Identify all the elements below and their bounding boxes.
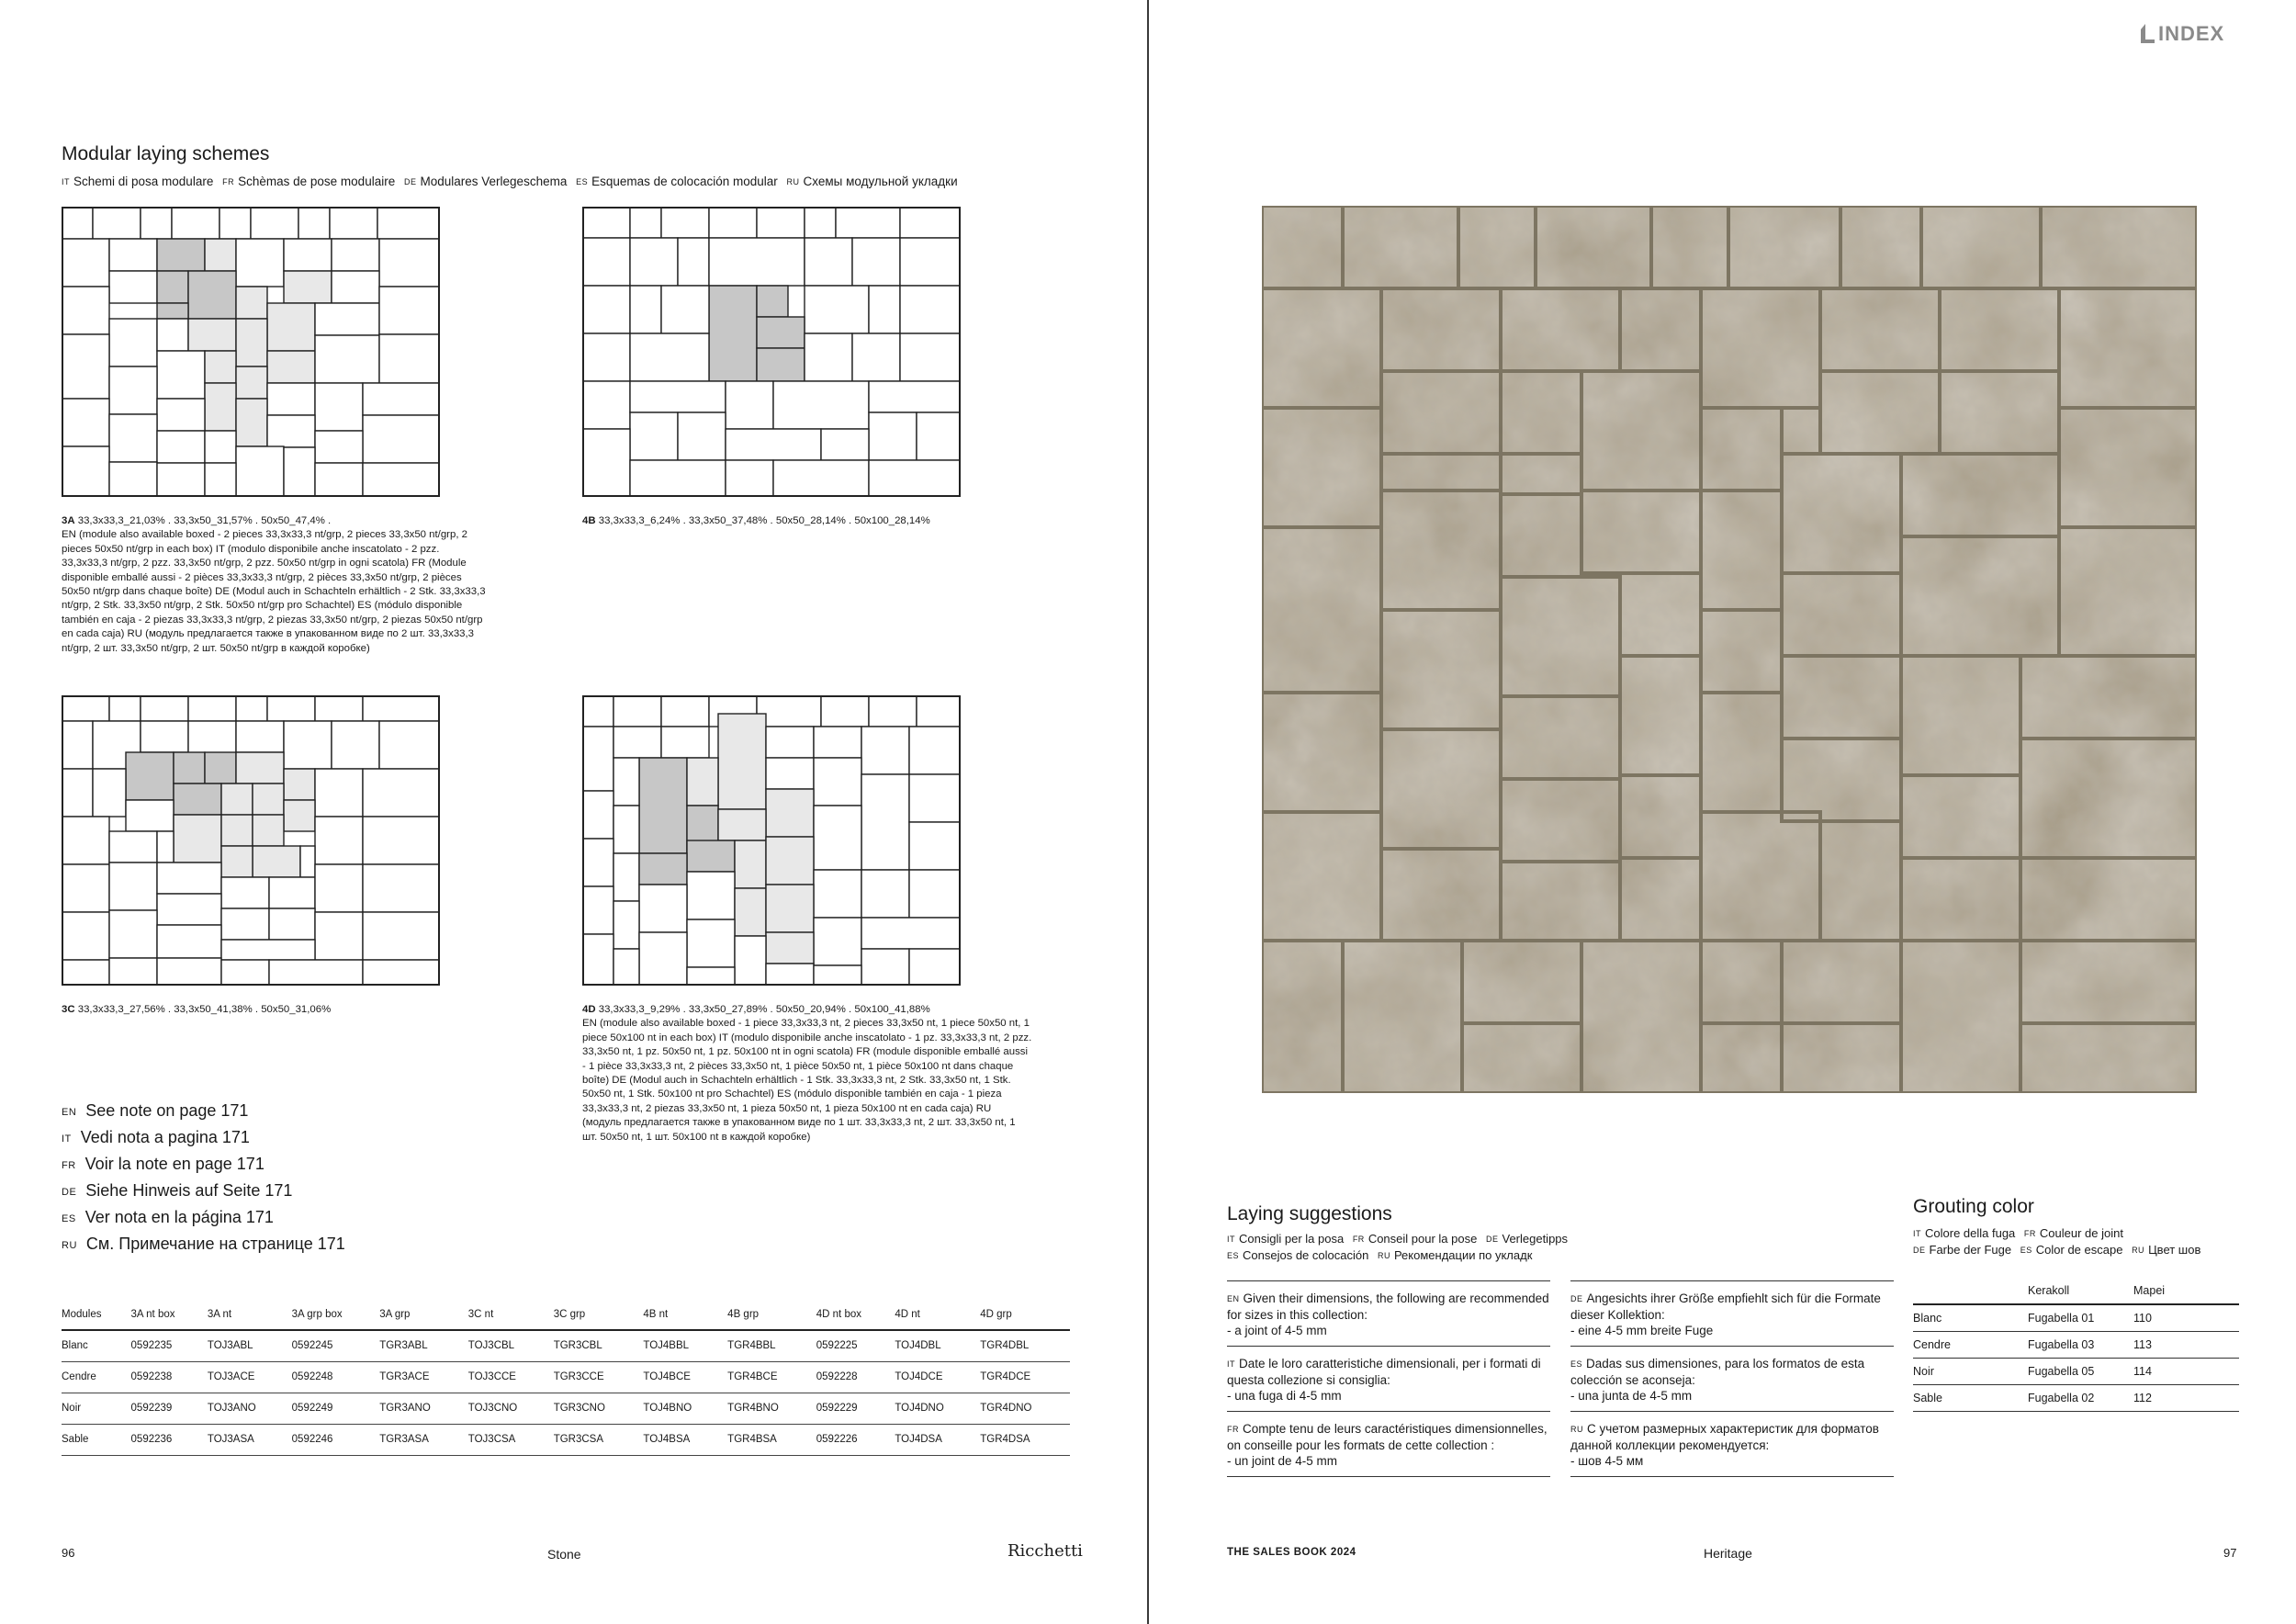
table-row: Cendre 0592238 TOJ3ACE 0592248 TGR3ACE TOJ3CCE TGR3CCE TOJ4BCE TGR4BCE 0592228 TOJ4DCE TGR4DCE — [62, 1361, 1070, 1393]
note-ru: RU См. Примечание на странице 171 — [62, 1235, 345, 1253]
scheme-3a-diagram — [62, 207, 440, 497]
note-fr: FR Voir la note en page 171 — [62, 1155, 264, 1173]
table-row: Cendre Fugabella 03 113 — [1913, 1331, 2239, 1358]
note-es: ES Ver nota en la página 171 — [62, 1208, 274, 1226]
table-header-row: Kerakoll Mapei — [1913, 1277, 2239, 1304]
index-link[interactable] — [2138, 22, 2224, 46]
product-codes-table — [62, 1299, 1070, 1456]
brand-logo: Ricchetti — [1007, 1541, 1083, 1561]
table-row: Sable 0592236 TOJ3ASA 0592246 TGR3ASA TOJ3CSA TGR3CSA TOJ4BSA TGR4BSA 0592226 TOJ4DSA TGR4DSA — [62, 1424, 1070, 1455]
laying-col-1 — [1227, 1277, 1550, 1494]
table-row: Sable Fugabella 02 112 — [1913, 1384, 2239, 1411]
note-en: EN See note on page 171 — [62, 1101, 249, 1120]
laying-ru: RU С учетом размерных характеристик для форматов данной коллекции рекомендуется: - шов 4-5 мм — [1570, 1421, 1894, 1477]
laying-subtitles: IT Consigli per la posa FR Conseil pour la pose DE Verlegetipps ES Consejos de colocación RU Рекомендации по укладк — [1227, 1232, 1569, 1262]
laying-col-2 — [1570, 1277, 1894, 1494]
grouting-title: Grouting color — [1913, 1196, 2034, 1217]
note-de: DE Siehe Hinweis auf Seite 171 — [62, 1181, 293, 1200]
table-header-row: Modules 3A nt box 3A nt 3A grp box 3A grp 3C nt 3C grp 4B nt 4B grp 4D nt box 4D nt 4D grp — [62, 1299, 1070, 1330]
schemes-title: Modular laying schemes — [62, 143, 270, 164]
book-title: THE SALES BOOK 2024 — [1227, 1547, 1356, 1558]
scheme-3c-caption: 3C 33,3x33,3_27,56% . 33,3x50_41,38% . 50x50_31,06% — [62, 1004, 332, 1015]
scheme-4d-diagram — [582, 695, 961, 986]
index-arrow-icon — [2138, 24, 2155, 44]
laying-es: ES Dadas sus dimensiones, para los formatos de esta colección se aconseja: - una junta de 4-5 mm — [1570, 1356, 1894, 1412]
page-gutter — [1147, 0, 1149, 1624]
left-page-number: 96 — [62, 1546, 75, 1560]
scheme-4d-caption: 4D 33,3x33,3_9,29% . 33,3x50_27,89% . 50x50_20,94% . 50x100_41,88% EN (module also available boxed - 1 piece 33,3x33,3 nt, 2 pieces 33,3x50 nt, 1 piece 50x50 nt, 1 piece 50x100 nt in each box) IT (modulo disponibile anche inscatolato - 1 pz. 33,3x33,3 nt, 2 pzz. 33,3x50 nt, 1 pz. 50x50 nt, 1 pz. 50x100 nt in ogni scatola) FR (module disponible emballé aussi - 1 pièce 33,3x33,3 nt, 2 pièces 33,3x50 nt, 1 pièce 50x50 nt, 1 pièce 50x100 nt dans chaque boîte) DE (Modul auch in Schachteln erhältlich - 1 Stk. 33,3x33,3 nt, 2 Stk. 33,3x50 nt, 1 Stk. 50x50 nt, 1 Stk. 50x100 nt pro Schachtel) ES (módulo disponible también en caja - 1 pieza 33,3x33,3 nt, 2 piezas 33,3x50 nt, 1 pieza 50x50 nt, 1 pieza 50x100 nt en cada caja) RU (модуль предлагается также в упакованном виде по 1 шт. 33,3x33,3 nt, 2 шт. 33,3x50 nt, 1 шт. 50x50 nt, 1 шт. 50x100 nt в каждой коробке) — [582, 1004, 1032, 1143]
stone-tile-floor-image — [1262, 206, 2197, 1093]
scheme-3a-caption: 3A 33,3x33,3_21,03% . 33,3x50_31,57% . 50x50_47,4% . EN (module also available boxed - 2 pieces 33,3x33,3 nt/grp, 2 pieces 33,3x50 nt/grp, 2 pieces 50x50 nt/grp in each box) IT (modulo disponibile anche inscatolato - 2 pzz. 33,3x33,3 nt/grp, 2 pzz. 33,3x50 nt/grp, 2 pzz. 50x50 nt/grp in ogni scatola) FR (Module disponible emballé aussi - 2 pièces 33,3x33,3 nt/grp, 2 pièces 33,3x50 nt/grp, 2 pièces 50x50 nt/grp dans chaque boîte) DE (Modul auch in Schachteln erhältlich - 2 Stk. 33,3x33,3 nt/grp, 2 Stk. 33,3x50 nt/grp, 2 Stk. 50x50 nt/grp pro Schachtel) ES (módulo disponible también en caja - 2 piezas 33,3x33,3 nt/grp, 2 piezas 33,3x50 nt/grp, 2 piezas 50x50 nt/grp en cada caja) RU (модуль предлагается также в упакованном виде по 2 шт. 33,3x33,3 nt/grp, 2 шт. 33,3x50 nt/grp, 2 шт. 50x50 nt/grp в каждой коробке) — [62, 515, 486, 654]
right-section-name: Heritage — [1704, 1546, 1752, 1561]
table-row: Noir 0592239 TOJ3ANO 0592249 TGR3ANO TOJ3CNO TGR3CNO TOJ4BNO TGR4BNO 0592229 TOJ4DNO TGR4DNO — [62, 1393, 1070, 1424]
left-section-name: Stone — [547, 1547, 581, 1562]
note-it: IT Vedi nota a pagina 171 — [62, 1128, 250, 1146]
laying-it: IT Date le loro caratteristiche dimensionali, per i formati di questa collezione si consiglia: - una fuga di 4-5 mm — [1227, 1356, 1550, 1412]
right-page-number: 97 — [2223, 1546, 2237, 1560]
grouting-table — [1913, 1277, 2239, 1412]
table-row: Noir Fugabella 05 114 — [1913, 1358, 2239, 1384]
laying-fr: FR Compte tenu de leurs caractéristiques dimensionnelles, on conseille pour les formats de cette collection : - un joint de 4-5 mm — [1227, 1421, 1550, 1477]
table-row: Blanc Fugabella 01 110 — [1913, 1304, 2239, 1331]
scheme-4b-caption: 4B 33,3x33,3_6,24% . 33,3x50_37,48% . 50x50_28,14% . 50x100_28,14% — [582, 515, 930, 526]
laying-en: EN Given their dimensions, the following are recommended for sizes in this collection: - a joint of 4-5 mm — [1227, 1280, 1550, 1347]
grouting-subtitles: IT Colore della fuga FR Couleur de joint DE Farbe der Fuge ES Color de escape RU Цвет шов — [1913, 1226, 2201, 1257]
index-label: INDEX — [2158, 22, 2225, 45]
schemes-subtitles: IT Schemi di posa modulare FR Schèmas de pose modulaire DE Modulares Verlegeschema ES Esquemas de colocación modular RU Схемы модульной укладки — [62, 175, 958, 188]
scheme-3c-diagram — [62, 695, 440, 986]
laying-title: Laying suggestions — [1227, 1203, 1392, 1224]
table-row: Blanc 0592235 TOJ3ABL 0592245 TGR3ABL TOJ3CBL TGR3CBL TOJ4BBL TGR4BBL 0592225 TOJ4DBL TGR4DBL — [62, 1330, 1070, 1361]
laying-de: DE Angesichts ihrer Größe empfiehlt sich für die Formate dieser Kollektion: - eine 4-5 mm breite Fuge — [1570, 1280, 1894, 1347]
notes-list — [62, 1099, 345, 1258]
scheme-4b-diagram — [582, 207, 961, 497]
